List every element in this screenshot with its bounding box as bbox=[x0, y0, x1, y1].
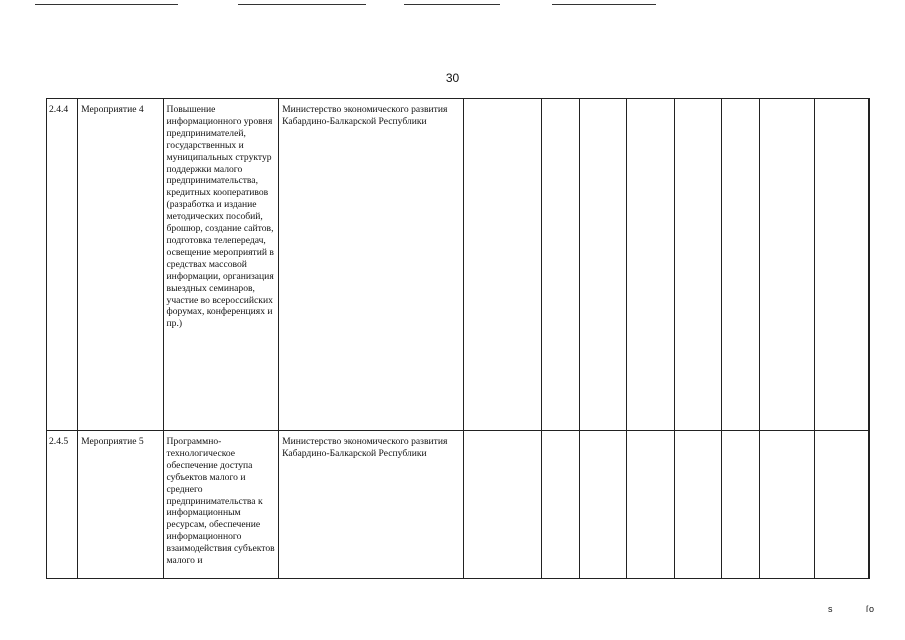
header-rule-4 bbox=[552, 4, 656, 5]
empty-cell bbox=[542, 99, 579, 431]
corner-mark: ѕ bbox=[828, 604, 834, 614]
row-code-cell bbox=[47, 431, 78, 579]
header-rule-1 bbox=[35, 4, 178, 5]
empty-cell bbox=[814, 431, 868, 579]
empty-cell bbox=[760, 431, 814, 579]
measure-description: Программно-технологическое обеспечение доступа субъектов малого и среднего предпринимательства к информационным ресурсам, обеспечение информационного взаимодействия субъектов малого и bbox=[166, 436, 275, 567]
measure-name: Мероприятие 5 bbox=[81, 436, 144, 447]
empty-cell bbox=[626, 431, 674, 579]
empty-cell bbox=[579, 431, 626, 579]
empty-cell bbox=[722, 99, 760, 431]
measure-name-cell bbox=[78, 431, 163, 579]
empty-cell bbox=[760, 99, 814, 431]
executor-cell bbox=[279, 99, 464, 431]
empty-cell bbox=[463, 99, 541, 431]
page-number: 30 bbox=[445, 71, 460, 85]
table-row bbox=[47, 99, 870, 431]
corner-marks bbox=[828, 604, 876, 614]
empty-cell bbox=[626, 99, 674, 431]
row-code: 2.4.4 bbox=[49, 104, 69, 115]
empty-cell bbox=[674, 431, 721, 579]
measure-name: Мероприятие 4 bbox=[81, 104, 144, 115]
measure-description-cell bbox=[163, 99, 279, 431]
header-rule-2 bbox=[238, 4, 366, 5]
executor: Министерство экономического развития Кабардино-Балкарской Республики bbox=[282, 104, 448, 127]
empty-cell bbox=[814, 99, 868, 431]
empty-cell bbox=[542, 431, 579, 579]
empty-cell bbox=[868, 99, 869, 431]
empty-cell bbox=[674, 99, 721, 431]
measure-description: Повышение информационного уровня предпринимателей, государственных и муниципальных структур поддержки малого предпринимательства, кредитных кооперативов (разработка и издание методических пособий, брошюр, создание сайтов, подготовка телепередач, освещение мероприятий в средствах массовой информации, организация выездных семинаров, участие во всероссийских форумах, конференциях и пр.) bbox=[166, 104, 274, 330]
measure-description-cell bbox=[163, 431, 279, 579]
empty-cell bbox=[722, 431, 760, 579]
empty-cell bbox=[868, 431, 869, 579]
empty-cell bbox=[463, 431, 541, 579]
corner-mark: ſo bbox=[866, 604, 876, 614]
table-row bbox=[47, 431, 870, 579]
row-code: 2.4.5 bbox=[49, 436, 69, 447]
executor-cell bbox=[279, 431, 464, 579]
measure-name-cell bbox=[78, 99, 163, 431]
executor: Министерство экономического развития Кабардино-Балкарской Республики bbox=[282, 436, 448, 459]
empty-cell bbox=[579, 99, 626, 431]
row-code-cell bbox=[47, 99, 78, 431]
measures-table bbox=[46, 98, 870, 579]
header-rule-3 bbox=[404, 4, 500, 5]
